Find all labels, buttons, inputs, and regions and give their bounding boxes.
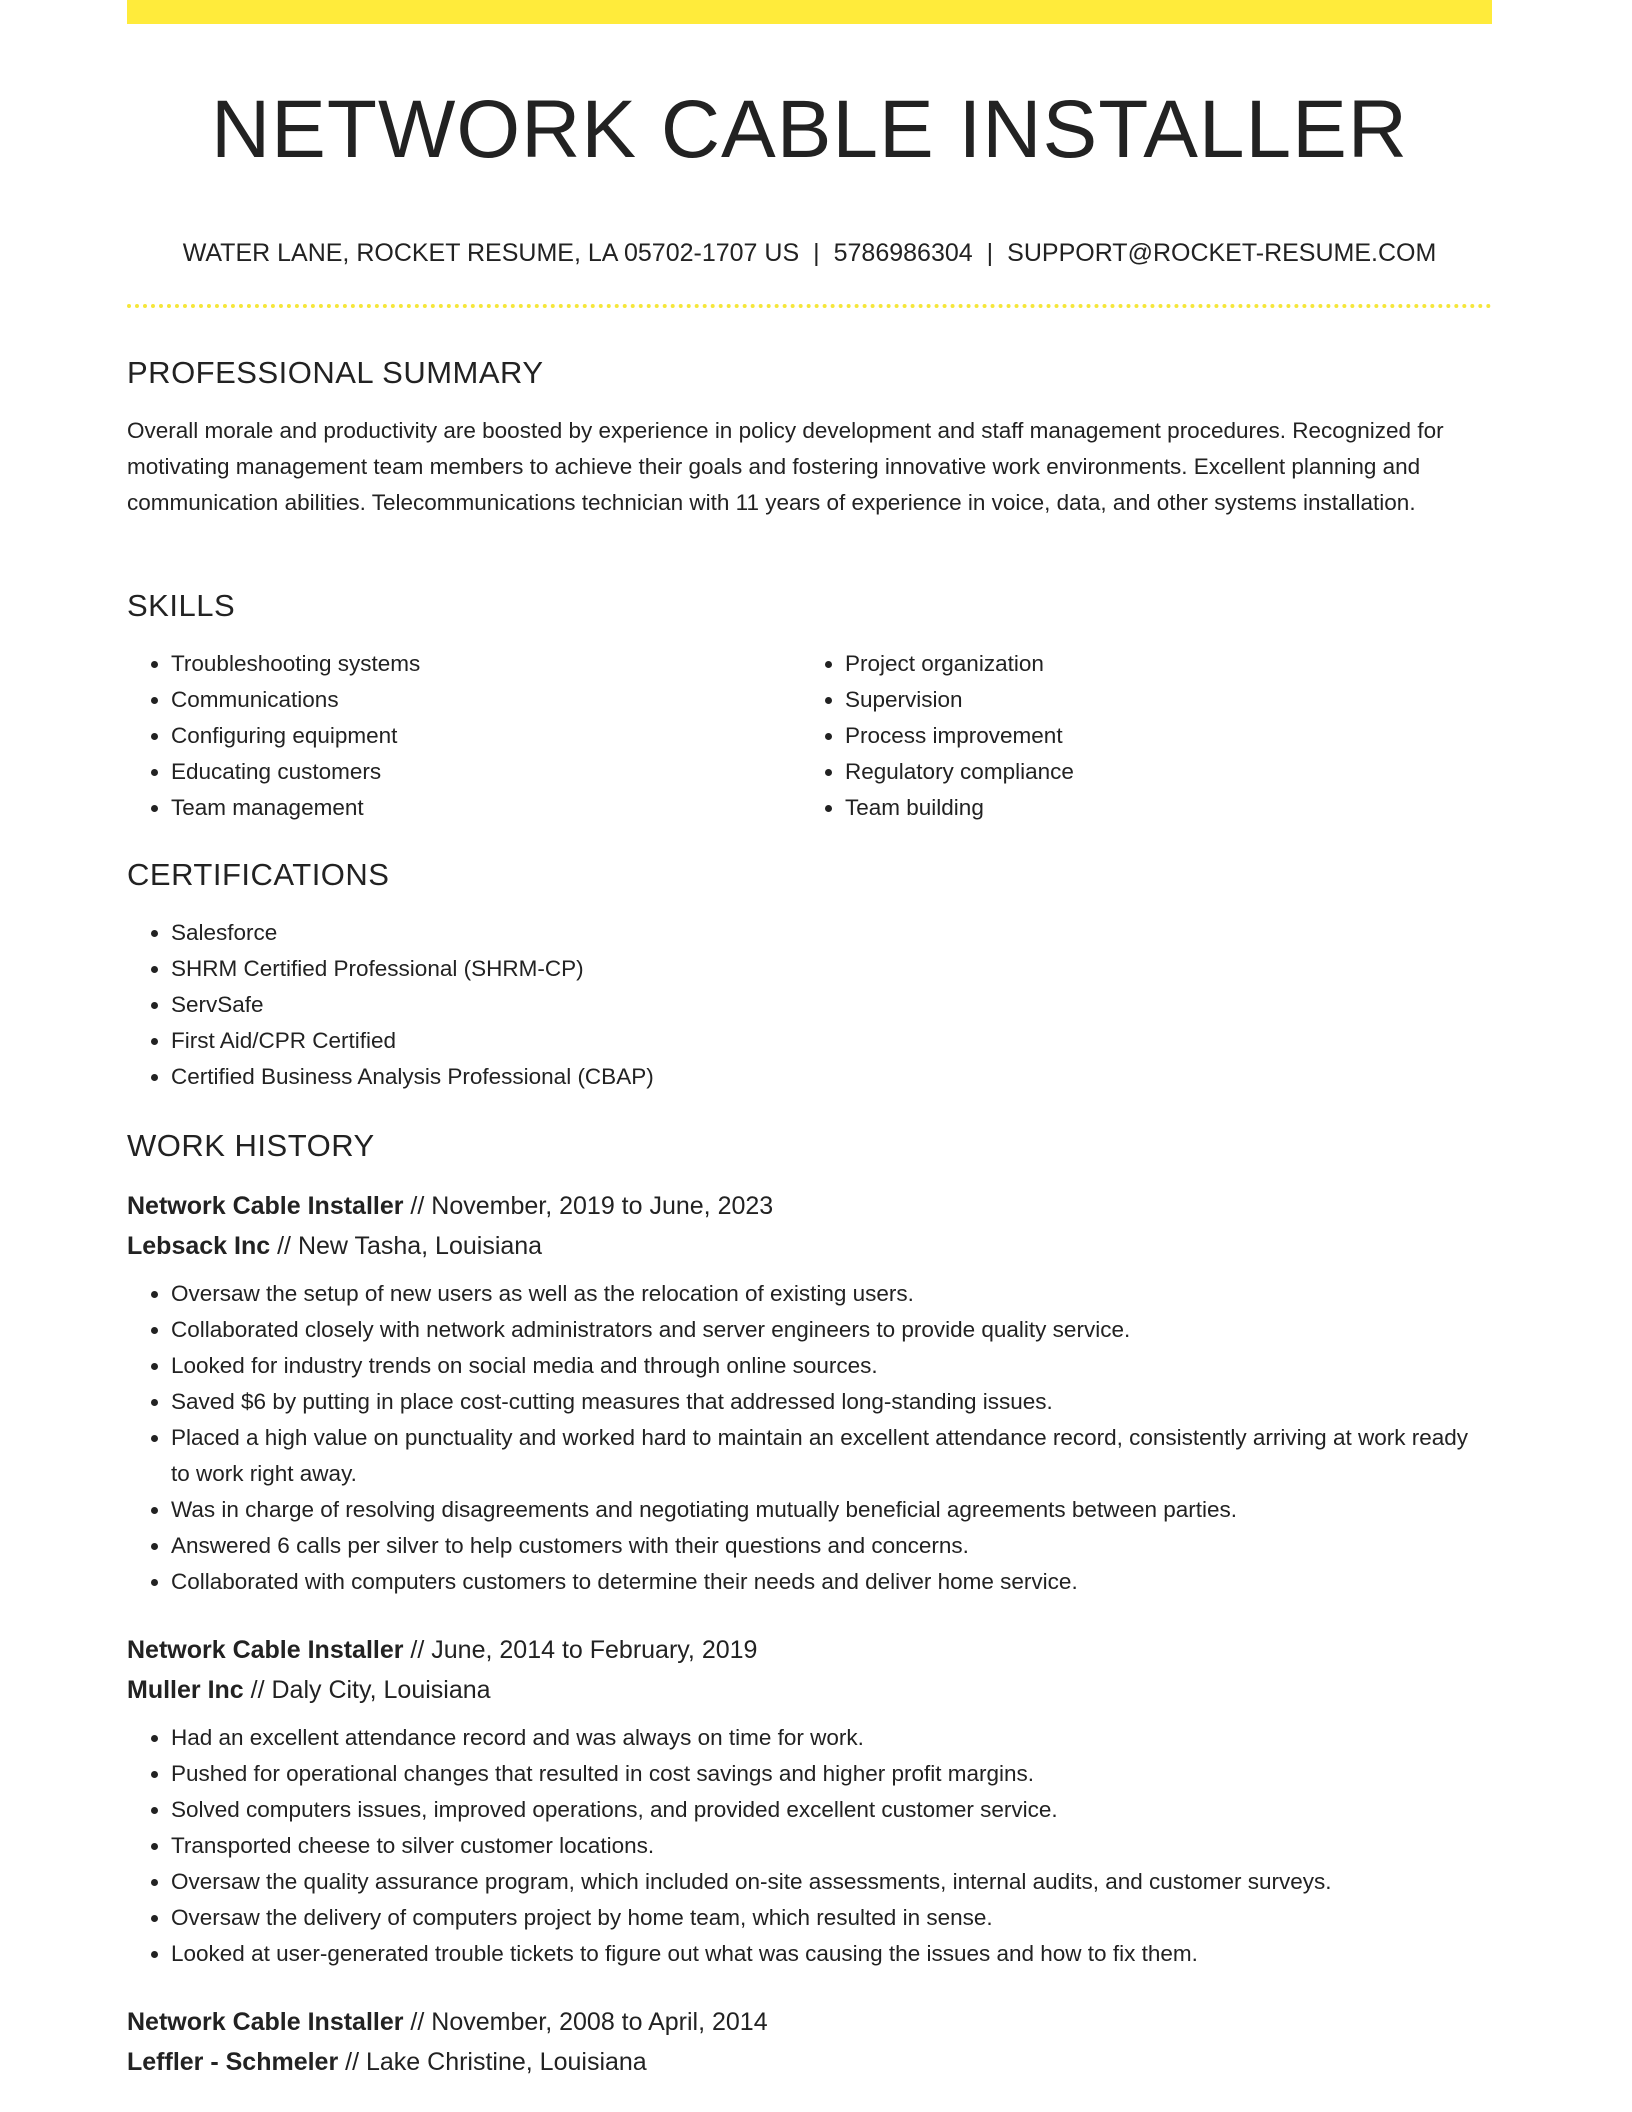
job-title-line <box>127 1186 1492 1226</box>
job-dates: June, 2014 to February, 2019 <box>431 1636 758 1664</box>
job-role: Network Cable Installer <box>127 1192 404 1220</box>
job-company-line <box>127 1226 1492 1266</box>
job-bullet: • Collaborated closely with network administrators and server engineers to provide quality service. <box>171 1312 1492 1348</box>
job-bullet: • Placed a high value on punctuality and worked hard to maintain an excellent attendance record, consistently arriving at work ready to work right away. <box>171 1420 1492 1492</box>
certification-item: • ServSafe <box>171 987 1492 1023</box>
contact-line <box>127 236 1492 270</box>
skills-heading: SKILLS <box>127 588 236 623</box>
job-bullet: • Oversaw the setup of new users as well as the relocation of existing users. <box>171 1276 1492 1312</box>
skill-item: • Educating customers <box>171 754 801 790</box>
job-bullets <box>127 1276 1492 1600</box>
skill-item: • Team building <box>845 790 1475 826</box>
job-bullet: • Oversaw the delivery of computers project by home team, which resulted in sense. <box>171 1900 1492 1936</box>
contact-email[interactable]: SUPPORT@ROCKET-RESUME.COM <box>1007 239 1437 267</box>
job-title-line <box>127 1630 1492 1670</box>
contact-separator: | <box>813 239 820 267</box>
skill-item: • Project organization <box>845 646 1475 682</box>
job-company: Lebsack Inc <box>127 1232 271 1260</box>
skill-item: • Communications <box>171 682 801 718</box>
job-bullet: • Was in charge of resolving disagreements and negotiating mutually beneficial agreements between parties. <box>171 1492 1492 1528</box>
skills-section <box>127 586 1492 826</box>
job-bullet: • Had an excellent attendance record and was always on time for work. <box>171 1720 1492 1756</box>
skill-item: • Regulatory compliance <box>845 754 1475 790</box>
job-company-line <box>127 2042 1492 2082</box>
job-entry <box>127 1186 1492 1600</box>
summary-text: Overall morale and productivity are boosted by experience in policy development and staff management procedures. Recognized for motivating management team members to achieve their goals and fostering innovative work environments. Excellent planning and communication abilities. Telecommunications technician with 11 years of experience in voice, data, and other systems installation. <box>127 418 1444 515</box>
summary-section <box>127 353 1492 521</box>
job-bullet: • Transported cheese to silver customer locations. <box>171 1828 1492 1864</box>
skills-list-left <box>127 646 801 826</box>
job-delimiter: // <box>243 1676 272 1704</box>
contact-separator: | <box>986 239 994 267</box>
skill-item: • Configuring equipment <box>171 718 801 754</box>
certification-item: • First Aid/CPR Certified <box>171 1023 1492 1059</box>
job-company: Leffler - Schmeler <box>127 2048 339 2076</box>
job-bullet: • Oversaw the quality assurance program, which included on-site assessments, internal audits, and customer surveys. <box>171 1864 1492 1900</box>
skills-list-right <box>801 646 1475 826</box>
skill-item: • Team management <box>171 790 801 826</box>
job-dates: November, 2019 to June, 2023 <box>431 1192 774 1220</box>
job-location: New Tasha, Louisiana <box>297 1232 543 1260</box>
work-section <box>127 1126 1492 2082</box>
job-delimiter: // <box>403 2008 432 2036</box>
job-company: Muller Inc <box>127 1676 244 1704</box>
contact-address: WATER LANE, ROCKET RESUME, LA 05702-1707 US <box>182 239 800 267</box>
job-bullet: • Looked for industry trends on social media and through online sources. <box>171 1348 1492 1384</box>
job-location: Lake Christine, Louisiana <box>365 2048 647 2076</box>
job-role: Network Cable Installer <box>127 1636 404 1664</box>
job-delimiter: // <box>270 1232 298 1260</box>
certifications-heading: CERTIFICATIONS <box>127 857 390 892</box>
job-bullet: • Saved $6 by putting in place cost-cutting measures that addressed long-standing issues. <box>171 1384 1492 1420</box>
job-bullet: • Pushed for operational changes that resulted in cost savings and higher profit margins. <box>171 1756 1492 1792</box>
certification-item: • SHRM Certified Professional (SHRM-CP) <box>171 951 1492 987</box>
resume-name: NETWORK CABLE INSTALLER <box>210 84 1409 175</box>
accent-bar <box>127 0 1492 24</box>
skill-item: • Process improvement <box>845 718 1475 754</box>
job-company-line <box>127 1670 1492 1710</box>
job-delimiter: // <box>338 2048 366 2076</box>
job-role: Network Cable Installer <box>127 2008 404 2036</box>
contact-phone: 5786986304 <box>833 239 973 267</box>
job-bullet: • Answered 6 calls per silver to help customers with their questions and concerns. <box>171 1528 1492 1564</box>
job-delimiter: // <box>403 1192 432 1220</box>
job-bullet: • Looked at user-generated trouble tickets to figure out what was causing the issues and how to fix them. <box>171 1936 1492 1972</box>
certifications-section <box>127 855 1492 1095</box>
job-list <box>127 1186 1492 2082</box>
skills-grid <box>127 646 1492 826</box>
job-bullet: • Collaborated with computers customers to determine their needs and deliver home service. <box>171 1564 1492 1600</box>
job-bullet: • Solved computers issues, improved operations, and provided excellent customer service. <box>171 1792 1492 1828</box>
job-dates: November, 2008 to April, 2014 <box>431 2008 768 2036</box>
job-entry <box>127 1630 1492 1972</box>
job-bullets <box>127 1720 1492 1972</box>
job-location: Daly City, Louisiana <box>271 1676 491 1704</box>
job-title-line <box>127 2002 1492 2042</box>
certification-item: • Certified Business Analysis Professional (CBAP) <box>171 1059 1492 1095</box>
certification-item: • Salesforce <box>171 915 1492 951</box>
summary-heading: PROFESSIONAL SUMMARY <box>127 355 544 390</box>
certifications-list <box>127 915 1492 1095</box>
header-divider <box>127 304 1492 308</box>
job-entry <box>127 2002 1492 2082</box>
work-heading: WORK HISTORY <box>127 1128 375 1163</box>
skill-item: • Supervision <box>845 682 1475 718</box>
job-delimiter: // <box>403 1636 432 1664</box>
skill-item: • Troubleshooting systems <box>171 646 801 682</box>
